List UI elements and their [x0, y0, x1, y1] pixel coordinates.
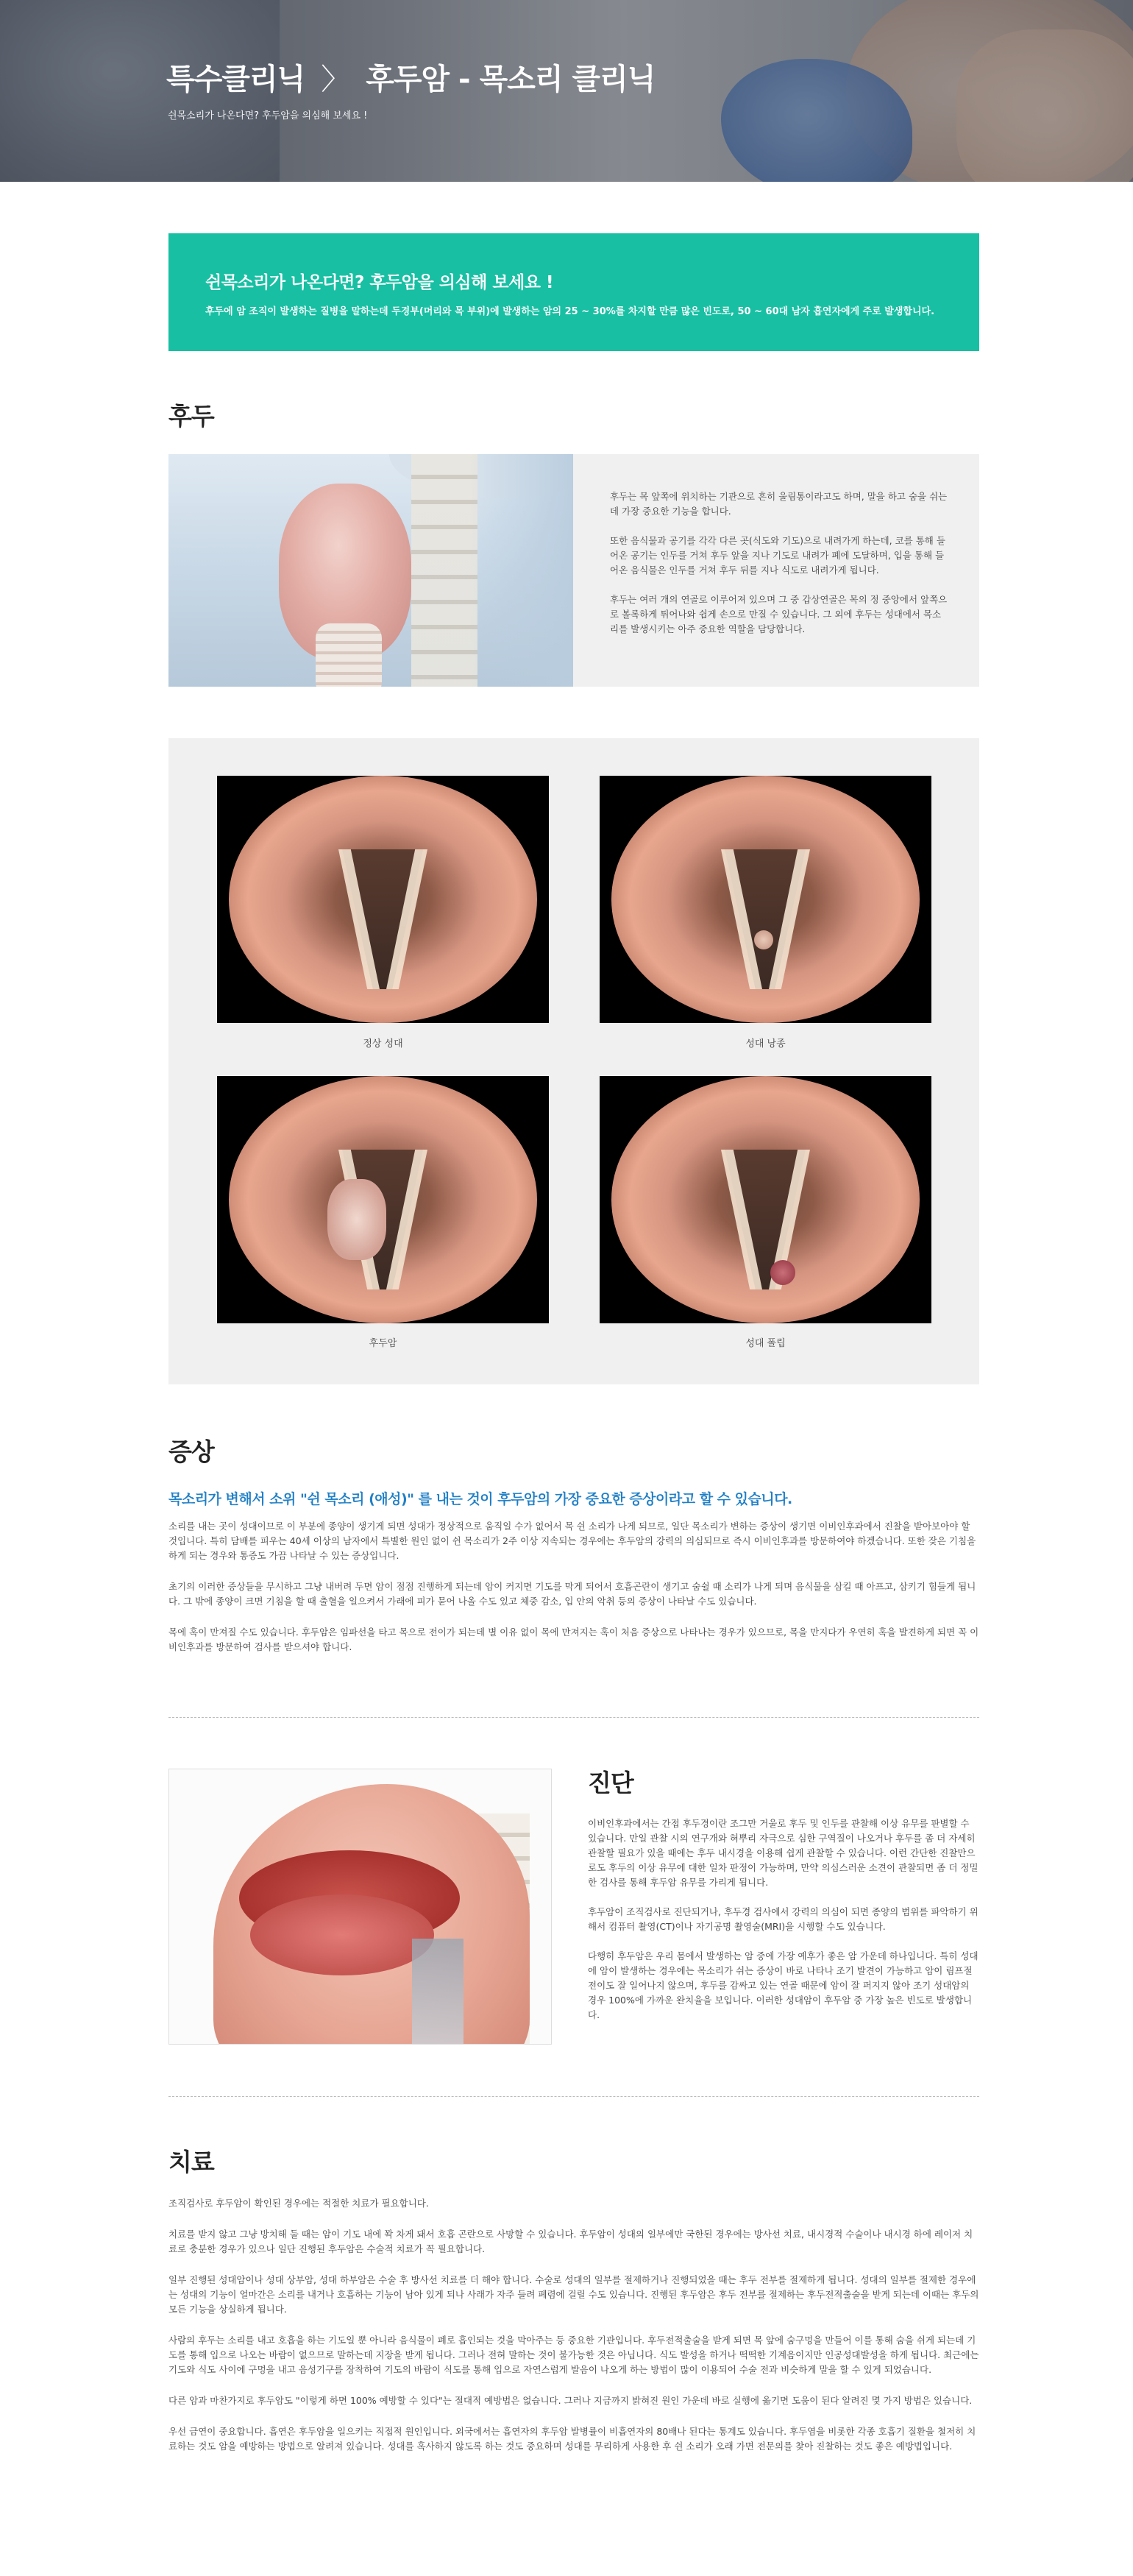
intro-banner	[168, 233, 979, 351]
hero-subtitle: 쉰목소리가 나온다면? 후두암을 의심해 보세요 !	[168, 110, 368, 121]
symptoms-description	[168, 1519, 979, 1671]
larynx-illustration	[168, 454, 573, 687]
divider	[168, 1717, 979, 1718]
diagnosis-description	[588, 1816, 979, 2037]
larynx-description	[610, 489, 948, 651]
paragraph: 후두는 목 앞쪽에 위치하는 기관으로 흔히 울림통이라고도 하며, 말을 하고 숨을 쉬는데 가장 중요한 기능을 합니다.	[610, 491, 948, 517]
breadcrumb	[166, 56, 655, 98]
endoscopy-photo-polyp	[600, 1076, 931, 1323]
paragraph: 다른 암과 마찬가지로 후두암도 "이렇게 하면 100% 예방할 수 있다"는 절대적 예방법은 없습니다. 그러나 지금까지 밝혀진 원인 가운데 바로 실행에 옮기면 도움이 된다 알려진 몇 가지 방법은 있습니다.	[168, 2395, 973, 2406]
paragraph: 초기의 이러한 증상들을 무시하고 그냥 내버려 두면 암이 점점 진행하게 되는데 암이 커지면 기도를 막게 되어서 호흡곤란이 생기고 숨쉴 때 소리가 나게 되며 음식물을 삼킬 때 아프고, 삼키기 힘들게 됩니다. 그 밖에 종양이 크면 기침을 할 때 출혈을 일으켜서 가래에 피가 묻어 나올 수도 있고 체중 감소, 입 안의 악취 등의 증상이 나타날 수도 있습니다.	[168, 1581, 976, 1607]
paragraph: 또한 음식물과 공기를 각각 다른 곳(식도와 기도)으로 내려가게 하는데, 코를 통해 들어온 공기는 인두를 거쳐 후두 앞을 지나 기도로 내려가 폐에 도달하며, 입을 통해 들어온 음식물은 인두를 거쳐 후두 뒤를 지나 식도로 내려가게 됩니다.	[610, 535, 945, 576]
breadcrumb-parent[interactable]: 특수클리닉	[166, 63, 305, 96]
caption-normal: 정상 성대	[363, 1038, 403, 1050]
intro-banner-text: 후두에 암 조직이 발생하는 질병을 말하는데 두경부(머리와 목 부위)에 발생하는 암의 25 ~ 30%를 차지할 만큼 많은 빈도로, 50 ~ 60대 남자 흡연자에게 주로 발생합니다.	[205, 306, 935, 317]
paragraph: 이비인후과에서는 간접 후두경이란 조그만 거울로 후두 및 인두를 관찰해 이상 유무를 판별할 수 있습니다. 만일 관찰 시의 연구개와 혀뿌리 자극으로 심한 구역질이 나오거나 후두를 좀 더 자세히 관찰할 필요가 있을 때에는 후두 내시경을 이용해 쉽게 관찰할 수 있습니다. 이런 간단한 진찰만으로도 후두의 이상 유무에 대한 일차 판정이 가능하며, 만약 의심스러운 소견이 관찰되면 좀 더 정밀한 검사를 통해 후두암 유무를 가리게 됩니다.	[588, 1818, 979, 1888]
throat-anatomy-illustration	[168, 1769, 552, 2045]
symptoms-lead: 목소리가 변해서 소위 "쉰 목소리 (애성)" 를 내는 것이 후두암의 가장 중요한 증상이라고 할 수 있습니다.	[168, 1491, 792, 1507]
endoscopy-photo-normal	[217, 776, 549, 1023]
hero-banner	[0, 0, 1133, 182]
paragraph: 목에 혹이 만져질 수도 있습니다. 후두암은 임파선을 타고 목으로 전이가 되는데 별 이유 없이 목에 만져지는 혹이 처음 증상으로 나타나는 경우가 있으므로, 목을 만지다가 우연히 혹을 발견하게 되면 꼭 이비인후과를 방문하여 검사를 받으셔야 합니다.	[168, 1627, 979, 1652]
endoscopy-photo-cancer	[217, 1076, 549, 1323]
caption-cyst: 성대 낭종	[745, 1038, 786, 1050]
paragraph: 우선 금연이 중요합니다. 흡연은 후두암을 일으키는 직접적 원인입니다. 외국에서는 흡연자의 후두암 발병률이 비흡연자의 80배나 된다는 통계도 있습니다. 후두염을 비롯한 각종 호흡기 질환을 철저히 치료하는 것도 암을 예방하는 방법으로 알려져 있습니다. 성대를 혹사하지 않도록 하는 것도 중요하며 성대를 무리하게 사용한 후 쉰 소리가 오래 가면 전문의를 찾아 진찰하는 것도 좋은 예방법입니다.	[168, 2426, 976, 2452]
divider	[168, 2096, 979, 2097]
breadcrumb-current: 후두암 - 목소리 클리닉	[366, 63, 656, 96]
chevron-right-icon: 〉	[321, 63, 350, 96]
section-heading-larynx: 후두	[168, 402, 214, 431]
caption-cancer: 후두암	[369, 1338, 397, 1349]
intro-banner-title: 쉰목소리가 나온다면? 후두암을 의심해 보세요 !	[205, 273, 554, 292]
paragraph: 일부 진행된 성대암이나 성대 상부암, 성대 하부암은 수술 후 방사선 치료를 더 해야 합니다. 수술로 성대의 일부를 절제하거나 진행되었을 때는 후두 전부를 절제하게 됩니다. 성대의 일부를 절제한 경우에는 성대의 기능이 얼마간은 소리를 내거나 호흡하는 기능이 남아 있게 되나 사래가 자주 들려 폐렴에 걸릴 수도 있습니다. 진행된 후두암은 후두 전부를 절제하는 후두전적출술을 받게 되는데 이때는 후두의 모든 기능을 상실하게 됩니다.	[168, 2274, 979, 2315]
paragraph: 소리를 내는 곳이 성대이므로 이 부분에 종양이 생기게 되면 성대가 정상적으로 움직일 수가 없어서 목 쉰 소리가 나게 되므로, 일단 목소리가 변하는 증상이 생기면 이비인후과에서 진찰을 받아보아야 할 것입니다. 특히 담배를 피우는 40세 이상의 남자에서 특별한 원인 없이 쉰 목소리가 2주 이상 지속되는 경우에는 후두암의 강력의 의심되므로 즉시 이비인후과를 방문하여야 하겠습니다. 또한 잦은 기침을 하게 되는 경우와 통증도 가끔 나타날 수 있는 증상입니다.	[168, 1521, 976, 1561]
paragraph: 다행히 후두암은 우리 몸에서 발생하는 암 중에 가장 예후가 좋은 암 가운데 하나입니다. 특히 성대에 암이 발생하는 경우에는 목소리가 쉬는 증상이 바로 나타나 조기 발견이 가능하고 암이 림프절 전이도 잘 일어나지 않으며, 후두를 감싸고 있는 연골 때문에 암이 잘 퍼지지 않아 조기 성대암의 경우 100%에 가까운 완치율을 보입니다. 이러한 성대암이 후두암 중 가장 높은 빈도로 발생합니다.	[588, 1950, 979, 2020]
section-heading-diagnosis: 진단	[588, 1769, 633, 1797]
section-heading-symptoms: 증상	[168, 1437, 214, 1466]
endoscopy-photo-cyst	[600, 776, 931, 1023]
paragraph: 조직검사로 후두암이 확인된 경우에는 적절한 치료가 필요합니다.	[168, 2198, 429, 2209]
section-heading-treatment: 치료	[168, 2148, 214, 2176]
larynx-block	[168, 454, 979, 687]
paragraph: 사람의 후두는 소리를 내고 호흡을 하는 기도일 뿐 아니라 음식물이 폐로 흡인되는 것을 막아주는 등 중요한 기관입니다. 후두전적출술을 받게 되면 목 앞에 숨구멍을 만들어 이를 통해 숨을 쉬게 되는데 기도를 통해 입으로 나오는 바람이 없으므로 말하는데 지장을 받게 됩니다. 그러나 전혀 말하는 것이 불가능한 것은 아닙니다. 식도 발성을 하거나 떡떡한 기계음이지만 인공성대발성을 하게 됩니다. 최근에는 기도와 식도 사이에 구멍을 내고 음성기구를 장착하여 기도의 바람이 식도를 통해 입으로 자연스럽게 발음이 나오게 하는 방법이 많이 이용되어 수술 전과 비슷하게 말을 할 수 있게 되었습니다.	[168, 2335, 979, 2375]
caption-polyp: 성대 폴립	[745, 1338, 786, 1349]
paragraph: 후두암이 조직검사로 진단되거나, 후두경 검사에서 강력의 의심이 되면 종양의 범위를 파악하기 위해서 컴퓨터 촬영(CT)이나 자기공명 촬영술(MRI)을 시행할 수도 있습니다.	[588, 1906, 979, 1932]
endoscopy-gallery	[168, 738, 979, 1384]
treatment-description	[168, 2196, 979, 2470]
paragraph: 후두는 여러 개의 연골로 이루어져 있으며 그 중 갑상연골은 목의 정 중앙에서 앞쪽으로 볼록하게 튀어나와 쉽게 손으로 만질 수 있습니다. 그 외에 후두는 성대에서 목소리를 발생시키는 아주 중요한 역할을 담당합니다.	[610, 594, 948, 634]
paragraph: 치료를 받지 않고 그냥 방치해 둘 때는 암이 기도 내에 꽉 차게 돼서 호흡 곤란으로 사망할 수 있습니다. 후두암이 성대의 일부에만 국한된 경우에는 방사선 치료, 내시경적 수술이나 내시경 하에 레이저 치료로 충분한 경우가 있으나 일단 진행된 후두암은 수술적 치료가 꼭 필요합니다.	[168, 2229, 973, 2254]
